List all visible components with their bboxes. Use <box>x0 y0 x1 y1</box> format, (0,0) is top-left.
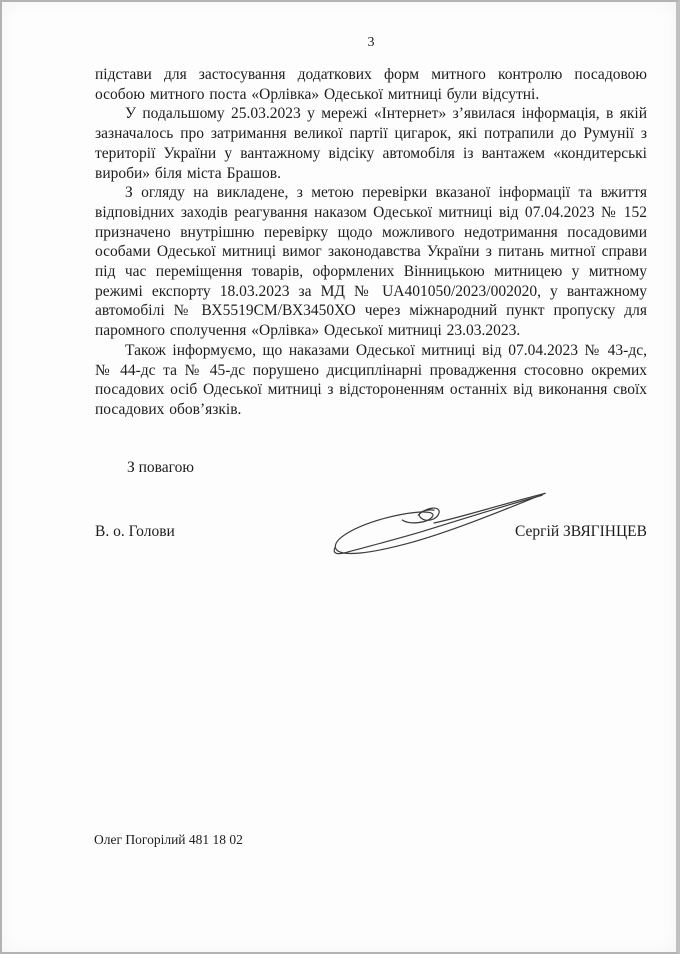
footer-contact: Олег Погорілий 481 18 02 <box>94 832 243 847</box>
document-content <box>95 34 647 570</box>
paragraph-3: З огляду на викладене, з метою перевірки вказаної інформації та вжиття відповідних заходів реагування наказом Одеської митниці від 07.04.2023 № 152 призначено внутрішню перевірку щодо можливого недотримання посадовими особами Одеської митниці вимог законодавства України з питань митної справи під час переміщення товарів, оформлених Вінницькою митницею у митному режимі експорту 18.03.2023 за МД № UA401050/2023/002020, у вантажному автомобілі № ВХ5519СМ/ВХ3450ХО через міжнародний пункт пропуску для паромного сполучення «Орлівка» Одеської митниці 23.03.2023. <box>95 184 647 340</box>
page-number: 3 <box>367 35 375 50</box>
signer-name: Сергій ЗВЯГІНЦЕВ <box>515 522 647 540</box>
salutation: З повагою <box>127 458 194 476</box>
paragraph-4: Також інформуємо, що наказами Одеської митниці від 07.04.2023 № 43-дс, № 44-дс та № 45-дс порушено дисциплінарні провадження стосовно окремих посадових осіб Одеської митниці з відстороненням останніх від виконання своїх посадових обов’язків. <box>95 341 647 418</box>
paragraph-1: підстави для застосування додаткових форм митного контролю посадовою особою митного поста «Орлівка» Одеської митниці були відсутні. <box>95 66 647 103</box>
closing-block <box>95 458 647 570</box>
paragraph-2: У подальшому 25.03.2023 у мережі «Інтернет» з’явилася інформація, в якій зазначалось про затримання великої партії цигарок, які потрапили до Румунії з території України у вантажному відсіку автомобіля із вантажем «кондитерські вироби» біля міста Брашов. <box>95 105 647 182</box>
signer-title: В. о. Голови <box>95 522 175 540</box>
signature-row <box>95 494 647 570</box>
